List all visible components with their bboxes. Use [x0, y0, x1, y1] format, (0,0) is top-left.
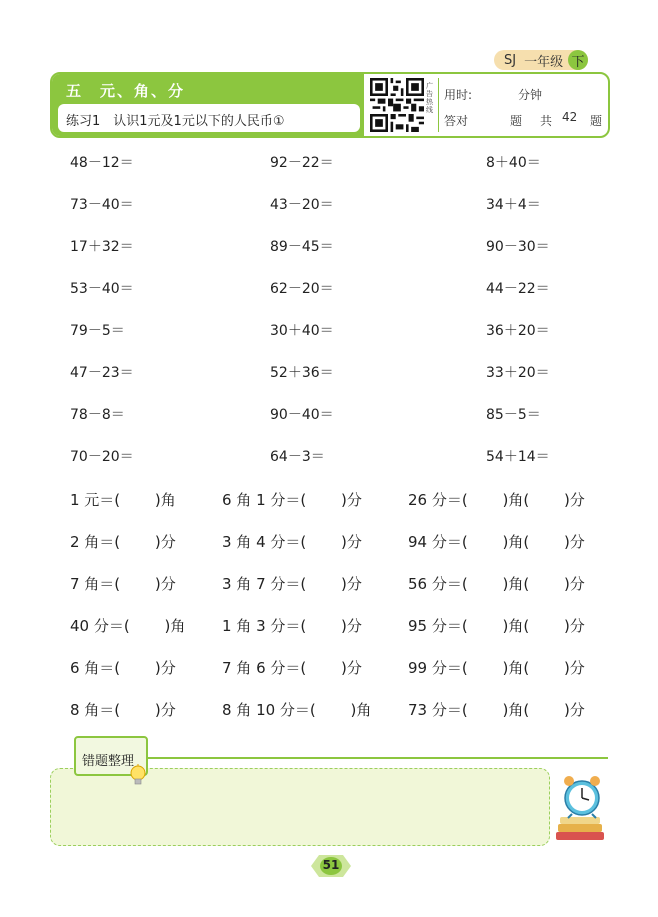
arithmetic-problem: 30＋40＝ [270, 323, 334, 339]
header-divider [438, 78, 439, 132]
total-prefix: 共 [540, 114, 553, 128]
time-label: 用时: [444, 88, 473, 102]
conversion-problem[interactable]: 99 分＝( )角( )分 [408, 659, 585, 677]
review-divider [148, 757, 608, 759]
arithmetic-problem: 70－20＝ [70, 449, 134, 465]
grade-label: 一年级 [524, 54, 564, 70]
arithmetic-problem: 54＋14＝ [486, 449, 550, 465]
qr-code-icon[interactable] [370, 78, 424, 132]
conversion-problem[interactable]: 26 分＝( )角( )分 [408, 491, 585, 509]
arithmetic-problem: 89－45＝ [270, 239, 334, 255]
conversion-problem[interactable]: 7 角＝( )分 [70, 575, 176, 593]
total-unit: 题 [590, 114, 603, 128]
conversion-problem[interactable]: 1 角 3 分＝( )分 [222, 617, 362, 635]
conversion-problem[interactable]: 6 角＝( )分 [70, 659, 176, 677]
conversion-problem[interactable]: 94 分＝( )角( )分 [408, 533, 585, 551]
arithmetic-problem: 85－5＝ [486, 407, 541, 423]
arithmetic-problem: 43－20＝ [270, 197, 334, 213]
arithmetic-problem: 44－22＝ [486, 281, 550, 297]
review-label: 错题整理 [82, 754, 135, 769]
arithmetic-problem: 78－8＝ [70, 407, 125, 423]
alarm-clock-books-icon [552, 770, 610, 842]
unit-title: 五 元、角、分 [66, 82, 186, 100]
conversion-problem[interactable]: 6 角 1 分＝( )分 [222, 491, 362, 509]
arithmetic-problem: 48－12＝ [70, 155, 134, 171]
arithmetic-problem: 53－40＝ [70, 281, 134, 297]
term-label: 下 [568, 50, 588, 70]
correct-label: 答对 [444, 114, 469, 128]
conversion-problem[interactable]: 7 角 6 分＝( )分 [222, 659, 362, 677]
arithmetic-problem: 47－23＝ [70, 365, 134, 381]
arithmetic-problem: 17＋32＝ [70, 239, 134, 255]
arithmetic-problem: 8＋40＝ [486, 155, 541, 171]
lesson-title: 练习1 认识1元及1元以下的人民币① [66, 114, 285, 129]
arithmetic-problem: 90－30＝ [486, 239, 550, 255]
conversion-problem[interactable]: 1 元＝( )角 [70, 491, 176, 509]
conversion-problem[interactable]: 8 角＝( )分 [70, 701, 176, 719]
lesson-title-box [58, 104, 360, 132]
time-unit: 分钟 [518, 88, 543, 102]
arithmetic-problem: 36＋20＝ [486, 323, 550, 339]
conversion-problem[interactable]: 40 分＝( )角 [70, 617, 186, 635]
review-area[interactable] [50, 768, 550, 846]
lightbulb-icon [128, 764, 148, 788]
conversion-problem[interactable]: 2 角＝( )分 [70, 533, 176, 551]
arithmetic-problem: 92－22＝ [270, 155, 334, 171]
page-number: 51 [322, 858, 340, 872]
arithmetic-problem: 62－20＝ [270, 281, 334, 297]
qr-side-text: 广告热线 [426, 82, 433, 114]
conversion-problem[interactable]: 8 角 10 分＝( )角 [222, 701, 372, 719]
series-code: SJ [504, 52, 517, 68]
arithmetic-problem: 79－5＝ [70, 323, 125, 339]
conversion-problem[interactable]: 3 角 4 分＝( )分 [222, 533, 362, 551]
lesson-header [50, 72, 610, 138]
arithmetic-problem: 64－3＝ [270, 449, 325, 465]
arithmetic-problem: 90－40＝ [270, 407, 334, 423]
conversion-problem[interactable]: 73 分＝( )角( )分 [408, 701, 585, 719]
correct-unit: 题 [510, 114, 523, 128]
arithmetic-problem: 73－40＝ [70, 197, 134, 213]
arithmetic-problem: 33＋20＝ [486, 365, 550, 381]
conversion-problem[interactable]: 95 分＝( )角( )分 [408, 617, 585, 635]
grade-badge [494, 50, 588, 70]
total-count: 42 [562, 110, 578, 124]
conversion-problem[interactable]: 56 分＝( )角( )分 [408, 575, 585, 593]
arithmetic-problem: 52＋36＝ [270, 365, 334, 381]
conversion-problem[interactable]: 3 角 7 分＝( )分 [222, 575, 362, 593]
arithmetic-problem: 34＋4＝ [486, 197, 541, 213]
